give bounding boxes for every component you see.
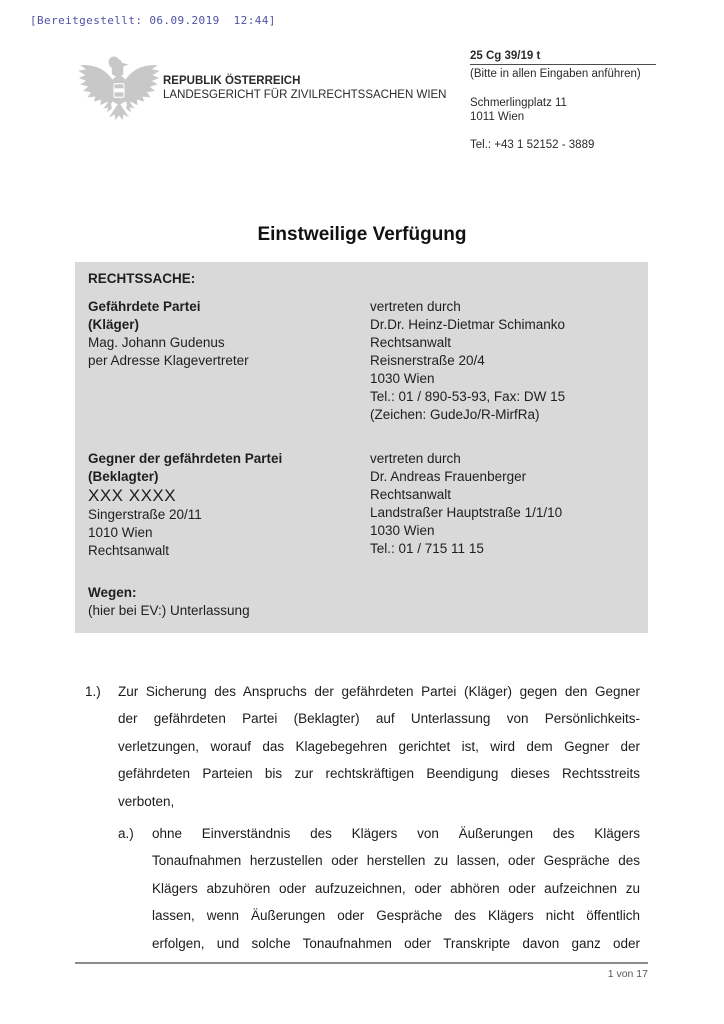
court-address [470, 96, 656, 124]
order-paragraph-1a [118, 820, 640, 957]
subject-value: (hier bei EV:) Unterlassung [88, 603, 250, 618]
defendant-role-alt: (Beklagter) [88, 469, 159, 484]
body-line: erfolgen, und solche Tonaufnahmen oder Transkripte davon ganz oder [152, 935, 640, 951]
defendant-city: 1010 Wien [88, 525, 153, 540]
case-box-heading: RECHTSSACHE: [88, 271, 196, 286]
court-address-street: Schmerlingplatz 11 [470, 97, 567, 109]
body-line: Klägers abzuhören oder aufzuzeichnen, oder abhören oder aufzeichnen zu [152, 880, 640, 896]
body-line: verboten, [118, 793, 175, 809]
paragraph-number: a.) [118, 826, 134, 841]
representative-title: Rechtsanwalt [370, 335, 452, 350]
body-line: der gefährdeten Partei (Beklagter) auf Unterlassung von Persönlichkeits- [118, 711, 640, 727]
case-summary-box [75, 262, 648, 633]
paragraph-number: 1.) [85, 684, 101, 699]
representative-city: 1030 Wien [370, 523, 435, 538]
case-reference-block [470, 50, 656, 151]
issuing-authority [163, 74, 447, 102]
court-phone: Tel.: +43 1 52152 - 3889 [470, 139, 595, 151]
case-number-note: (Bitte in allen Eingaben anführen) [470, 68, 641, 80]
austrian-federal-eagle-icon [76, 54, 162, 122]
paragraph-text [118, 678, 640, 815]
body-line: Tonaufnahmen herzustellen oder herstellen zu lassen, oder Gespräche des [152, 853, 640, 869]
plaintiff-block [88, 298, 249, 370]
representative-phone: Tel.: 01 / 715 11 15 [370, 541, 484, 556]
subject-block [88, 584, 250, 620]
body-line: verletzungen, worauf das Klagebegehren gerichtet ist, wird dem Gegner der [118, 738, 640, 754]
plaintiff-role: Gefährdete Partei [88, 299, 201, 314]
representative-title: Rechtsanwalt [370, 487, 452, 502]
representation-intro: vertreten durch [370, 299, 461, 314]
paragraph-text [152, 820, 640, 957]
footer-divider [75, 962, 648, 964]
case-number: 25 Cg 39/19 t [470, 50, 656, 65]
defendant-street: Singerstraße 20/11 [88, 507, 202, 522]
body-line: lassen, wenn Äußerungen oder Gespräche des Klägers nicht öffentlich [152, 908, 640, 924]
representative-phone: Tel.: 01 / 890-53-93, Fax: DW 15 [370, 389, 566, 404]
body-line: Zur Sicherung des Anspruchs der gefährdeten Partei (Kläger) gegen den Gegner [118, 684, 640, 699]
defendant-profession: Rechtsanwalt [88, 543, 170, 558]
plaintiff-address: per Adresse Klagevertreter [88, 353, 249, 368]
authority-name: REPUBLIK ÖSTERREICH [163, 75, 301, 87]
court-address-city: 1011 Wien [470, 111, 525, 123]
body-line: ohne Einverständnis des Klägers von Äußerungen des Klägers [152, 826, 640, 841]
plaintiff-role-alt: (Kläger) [88, 317, 140, 332]
plaintiff-name: Mag. Johann Gudenus [88, 335, 225, 350]
page-indicator: 1 von 17 [607, 968, 648, 980]
representative-name: Dr.Dr. Heinz-Dietmar Schimanko [370, 317, 566, 332]
representative-street: Landstraßer Hauptstraße 1/1/10 [370, 505, 563, 520]
representative-reference: (Zeichen: GudeJo/R-MirfRa) [370, 407, 540, 422]
order-paragraph-1 [85, 678, 640, 815]
defendant-block [88, 450, 282, 560]
representative-street: Reisnerstraße 20/4 [370, 353, 485, 368]
defendant-name-redacted: XXX XXXX [88, 486, 177, 505]
provided-stamp: [Bereitgestellt: 06.09.2019 12:44] [30, 14, 276, 27]
document-title: Einstweilige Verfügung [257, 224, 467, 245]
body-line: gefährdeten Parteien bis zur rechtskräftigen Beendigung dieses Rechtsstreits [118, 766, 640, 782]
plaintiff-representation-block [370, 298, 565, 424]
defendant-role: Gegner der gefährdeten Partei [88, 451, 283, 466]
representative-name: Dr. Andreas Frauenberger [370, 469, 527, 484]
representative-city: 1030 Wien [370, 371, 435, 386]
court-name: LANDESGERICHT FÜR ZIVILRECHTSSACHEN WIEN [163, 89, 447, 101]
defendant-representation-block [370, 450, 562, 558]
subject-label: Wegen: [88, 585, 137, 600]
representation-intro: vertreten durch [370, 451, 461, 466]
